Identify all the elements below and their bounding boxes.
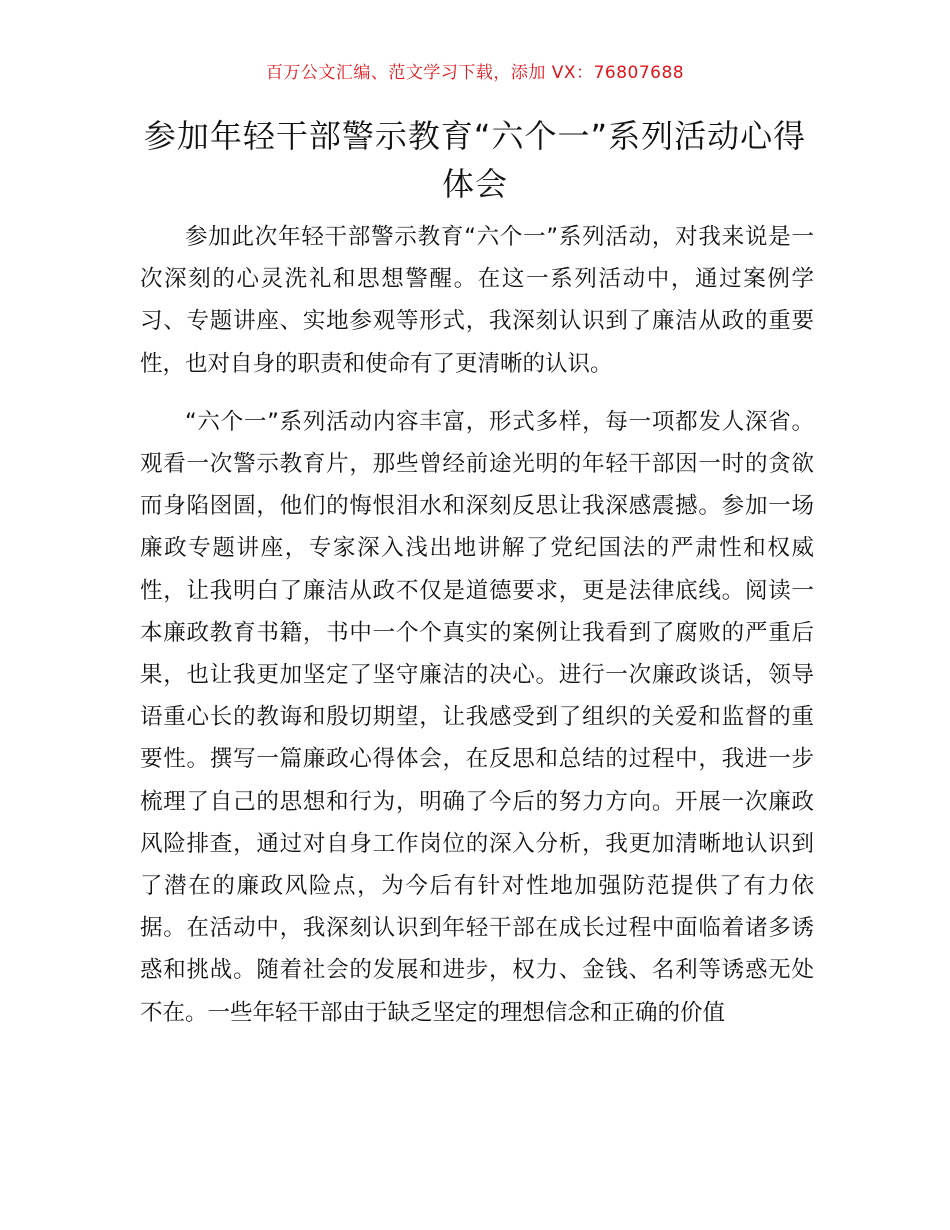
download-promo-header: 百万公文汇编、范文学习下载，添加 VX：76807688 — [265, 63, 685, 83]
document-title: 参加年轻干部警示教育“六个一”系列活动心得体会 — [143, 117, 807, 203]
body-paragraph-1: 参加此次年轻干部警示教育“六个一”系列活动，对我来说是一次深刻的心灵洗礼和思想警醒。在这一系列活动中，通过案例学习、专题讲座、实地参观等形式，我深刻认识到了廉洁从政的重要性，也对自身的职责和使命有了更清晰的认识。 — [140, 224, 814, 377]
body-paragraph-2: “六个一”系列活动内容丰富，形式多样，每一项都发人深省。观看一次警示教育片，那些曾经前途光明的年轻干部因一时的贪欲而身陷囹圄，他们的悔恨泪水和深刻反思让我深感震撼。参加一场廉政专题讲座，专家深入浅出地讲解了党纪国法的严肃性和权威性，让我明白了廉洁从政不仅是道德要求，更是法律底线。阅读一本廉政教育书籍，书中一个个真实的案例让我看到了腐败的严重后果，也让我更加坚定了坚守廉洁的决心。进行一次廉政谈话，领导语重心长的教诲和殷切期望，让我感受到了组织的关爱和监督的重要性。撰写一篇廉政心得体会，在反思和总结的过程中，我进一步梳理了自己的思想和行为，明确了今后的努力方向。开展一次廉政风险排查，通过对自身工作岗位的深入分析，我更加清晰地认识到了潜在的廉政风险点，为今后有针对性地加强防范提供了有力依据。在活动中，我深刻认识到年轻干部在成长过程中面临着诸多诱惑和挑战。随着社会的发展和进步，权力、金钱、名利等诱惑无处不在。一些年轻干部由于缺乏坚定的理想信念和正确的价值 — [140, 408, 814, 1026]
document-body — [140, 216, 814, 1050]
